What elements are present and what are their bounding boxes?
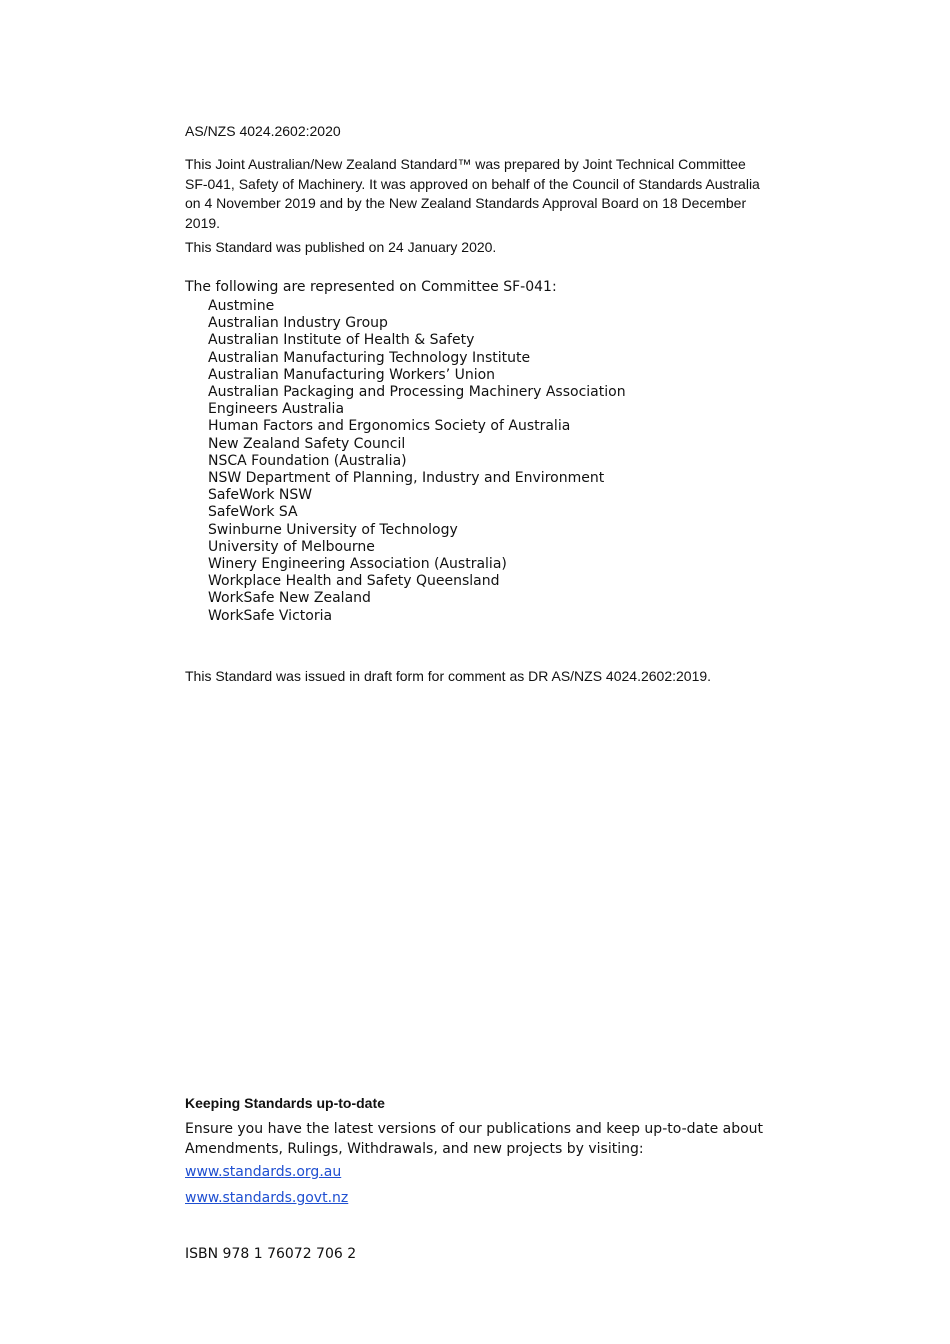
committee-member: Australian Institute of Health & Safety — [208, 332, 475, 349]
committee-intro: The following are represented on Committee SF-041: — [185, 279, 557, 295]
committee-member: Winery Engineering Association (Australia) — [208, 556, 507, 573]
committee-member: NSCA Foundation (Australia) — [208, 452, 407, 469]
committee-member: Australian Manufacturing Workers’ Union — [208, 366, 496, 383]
draft-note: This Standard was issued in draft form for comment as DR AS/NZS 4024.2602:2019. — [185, 668, 712, 684]
committee-member: Human Factors and Ergonomics Society of Australia — [208, 418, 571, 435]
committee-member: New Zealand Safety Council — [208, 435, 406, 452]
committee-member: NSW Department of Planning, Industry and Environment — [208, 470, 605, 487]
committee-member: SafeWork SA — [208, 504, 298, 521]
committee-member: SafeWork NSW — [208, 487, 313, 504]
committee-member: University of Melbourne — [208, 538, 375, 555]
standards-australia-link[interactable]: www.standards.org.au — [185, 1164, 342, 1180]
committee-member: Australian Industry Group — [208, 315, 388, 332]
committee-member: WorkSafe New Zealand — [208, 590, 371, 607]
committee-member: WorkSafe Victoria — [208, 607, 333, 624]
keeping-up-to-date-paragraph: Ensure you have the latest versions of our publications and keep up-to-date about Amendments, Rulings, Withdrawals, and new projects by visiting: — [185, 1121, 764, 1157]
committee-member: Swinburne University of Technology — [208, 521, 458, 538]
preparation-paragraph: This Joint Australian/New Zealand Standard™ was prepared by Joint Technical Committee SF-041, Safety of Machinery. It was approved on behalf of the Council of Standards Australia on 4 November 2019 and by the New Zealand Standards Approval Board on 18 December 2019. — [185, 156, 760, 231]
committee-member-list — [208, 298, 626, 625]
keeping-up-to-date-heading: Keeping Standards up-to-date — [185, 1095, 385, 1111]
publication-date-note: This Standard was published on 24 January 2020. — [185, 239, 497, 255]
committee-member: Austmine — [208, 298, 275, 314]
committee-member: Engineers Australia — [208, 401, 345, 418]
committee-member: Australian Packaging and Processing Machinery Association — [208, 384, 626, 401]
committee-member: Australian Manufacturing Technology Institute — [208, 349, 531, 366]
isbn: ISBN 978 1 76072 706 2 — [185, 1246, 357, 1262]
document-id: AS/NZS 4024.2602:2020 — [185, 123, 341, 139]
standards-nz-link[interactable]: www.standards.govt.nz — [185, 1190, 349, 1206]
committee-member: Workplace Health and Safety Queensland — [208, 573, 500, 590]
